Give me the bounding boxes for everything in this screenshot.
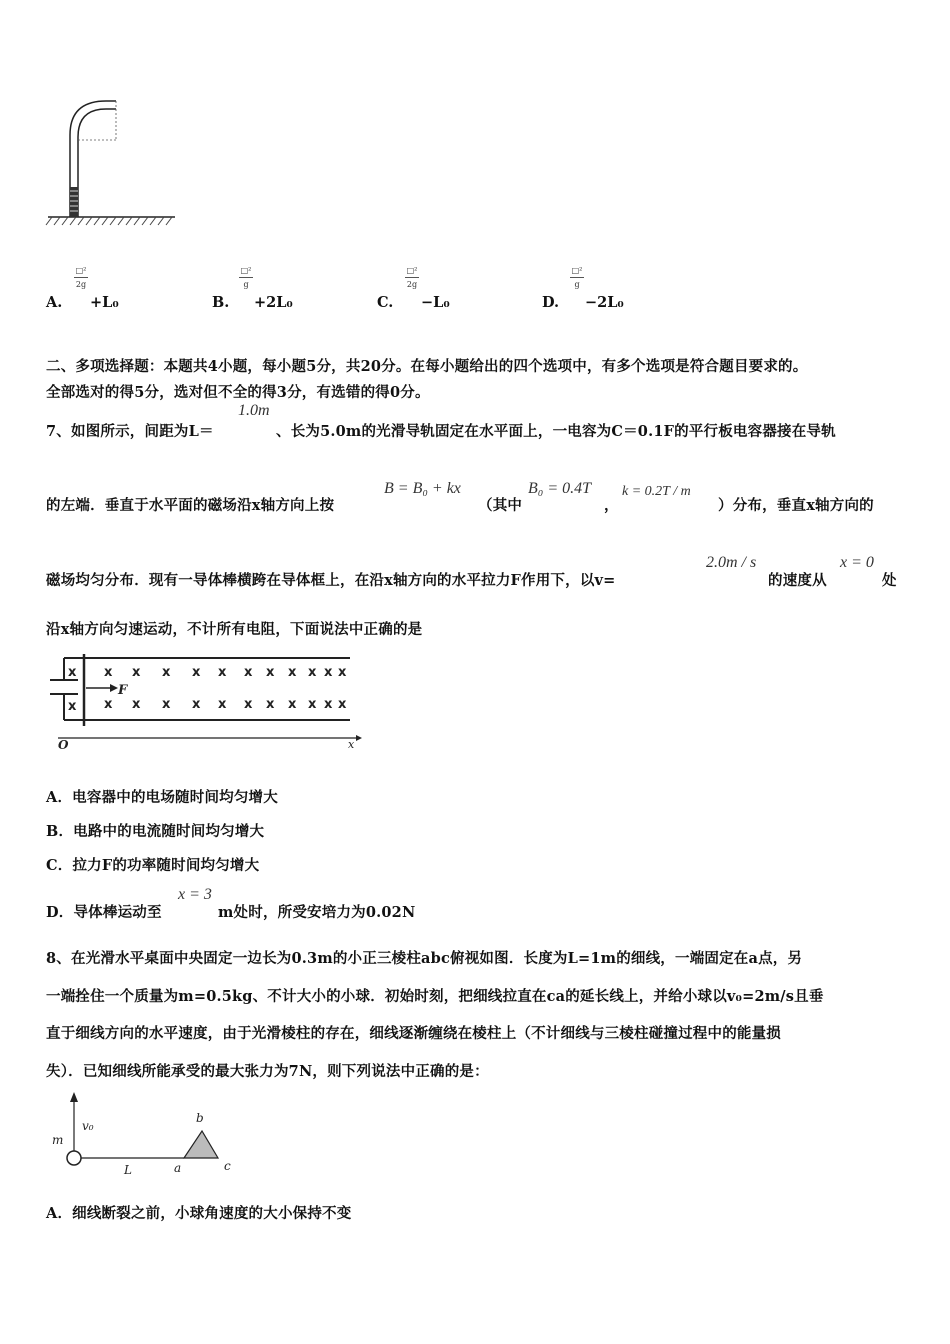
q6-option-letter: A. [46, 294, 63, 311]
force-label: F [118, 683, 128, 698]
q7-line2-a: 的左端．垂直于水平面的磁场沿x轴方向上按 [46, 497, 335, 514]
q6-frac-top: □² [75, 266, 87, 275]
q7-option-d-b: m处时，所受安培力为0.02N [218, 904, 416, 921]
svg-text:x: x [68, 665, 77, 680]
v0-label: v₀ [82, 1119, 94, 1133]
length-label: L [124, 1163, 132, 1177]
section2-line2: 全部选对的得5分，选对但不全的得3分，有选错的得0分。 [46, 384, 430, 401]
vertex-c-label: c [224, 1159, 231, 1173]
q7-line2-c: ， [604, 497, 619, 514]
q8-line1: 8、在光滑水平桌面中央固定一边长为0.3m的小正三棱柱abc俯视如图．长度为L=1m的细线，一端固定在a点，另 [46, 950, 803, 967]
q7-line3-a: 磁场均匀分布．现有一导体棒横跨在导体框上，在沿x轴方向的水平拉力F作用下，以v= [46, 572, 616, 589]
q6-option-letter: B. [212, 294, 230, 311]
svg-text:x: x [162, 665, 171, 680]
mass-label: m [52, 1133, 64, 1147]
q7-line2-d: ）分布，垂直x轴方向的 [718, 497, 874, 514]
section2-line1: 二、多项选择题：本题共4小题，每小题5分，共20分。在每小题给出的四个选项中，有多个选项是符合题目要求的。 [46, 358, 808, 375]
svg-text:x: x [104, 697, 113, 712]
svg-text:x: x [192, 665, 201, 680]
svg-text:x: x [132, 665, 141, 680]
q6-option-letter: C. [377, 294, 394, 311]
svg-text:x: x [218, 665, 227, 680]
svg-text:x: x [68, 699, 77, 714]
svg-text:x: x [132, 697, 141, 712]
svg-text:x: x [308, 697, 317, 712]
svg-text:x: x [338, 697, 347, 712]
q6-frac-top: □² [406, 266, 418, 275]
q6-option-tail: −L₀ [421, 294, 450, 311]
q6-frac-top: □² [571, 266, 583, 275]
q6-frac-bottom: 2g [406, 280, 418, 289]
svg-text:x: x [162, 697, 171, 712]
spring-tube-figure [40, 95, 190, 230]
svg-text:x: x [266, 665, 275, 680]
svg-text:x: x [308, 665, 317, 680]
q7-option-b[interactable]: B．电路中的电流随时间均匀增大 [46, 823, 265, 840]
q7-line1-a: 7、如图所示，间距为L＝ [46, 423, 214, 440]
q7-line2-b: （其中 [478, 497, 523, 514]
q7-line4: 沿x轴方向匀速运动，不计所有电阻，下面说法中正确的是 [46, 621, 423, 638]
q7-line3-b: 的速度从 [768, 572, 827, 589]
q6-option-b[interactable] [212, 262, 332, 312]
svg-text:x: x [288, 697, 297, 712]
q7-option-a[interactable]: A．电容器中的电场随时间均匀增大 [46, 789, 278, 806]
q8-line3: 直于细线方向的水平速度，由于光滑棱柱的存在，细线逐渐缠绕在棱柱上（不计细线与三棱柱碰撞过程中的能量损 [46, 1025, 781, 1042]
svg-text:x: x [266, 697, 275, 712]
q6-option-a[interactable] [46, 262, 166, 312]
q6-option-tail: −2L₀ [585, 294, 624, 311]
q7-rail-figure [44, 650, 364, 750]
q7-option-d-a: D．导体棒运动至 [46, 904, 162, 921]
svg-text:x: x [288, 665, 297, 680]
q6-option-letter: D. [542, 294, 560, 311]
q6-frac-top: □² [240, 266, 252, 275]
svg-text:x: x [324, 697, 333, 712]
q8-prism-figure [46, 1090, 246, 1180]
q7-math-x0: x = 0 [840, 554, 874, 571]
q6-option-c[interactable] [377, 262, 497, 312]
q8-line2: 一端拴住一个质量为m=0.5kg、不计大小的小球．初始时刻，把细线拉直在ca的延长线上，并给小球以v₀=2m/s且垂 [46, 988, 824, 1005]
svg-text:x: x [338, 665, 347, 680]
origin-label: O [58, 738, 69, 750]
svg-text:x: x [244, 665, 253, 680]
q7-line1 [46, 420, 214, 441]
q8-option-a[interactable]: A．细线断裂之前，小球角速度的大小保持不变 [46, 1205, 352, 1222]
q6-frac-bottom: g [574, 280, 580, 289]
magnetic-field-crosses [68, 665, 347, 714]
q7-math-field: B = B₀ + kx [384, 480, 461, 497]
q6-option-tail: +L₀ [90, 294, 119, 311]
vertex-a-label: a [174, 1161, 182, 1175]
q6-option-tail: +2L₀ [254, 294, 293, 311]
svg-text:x: x [218, 697, 227, 712]
q7-line3-c: 处 [882, 572, 897, 589]
q6-frac-bottom: 2g [75, 280, 87, 289]
q8-line4: 失）．已知细线所能承受的最大张力为7N，则下列说法中正确的是： [46, 1063, 489, 1080]
q7-option-d[interactable] [46, 901, 162, 922]
q7-math-x3: x = 3 [178, 886, 212, 903]
q7-option-c[interactable]: C．拉力F的功率随时间均匀增大 [46, 857, 260, 874]
vertex-b-label: b [196, 1111, 204, 1125]
q7-math-spacing: 1.0m [238, 402, 270, 419]
q6-frac-bottom: g [243, 280, 249, 289]
q7-math-k: k = 0.2T / m [622, 484, 691, 499]
q7-math-v: 2.0m / s [706, 554, 757, 571]
svg-text:x: x [104, 665, 113, 680]
svg-text:x: x [192, 697, 201, 712]
q7-line1-b: 、长为5.0m的光滑导轨固定在水平面上，一电容为C＝0.1F的平行板电容器接在导轨 [276, 423, 836, 440]
x-axis-label: x [348, 738, 355, 750]
q6-option-d[interactable] [542, 262, 662, 312]
q7-math-b0: B₀ = 0.4T [528, 480, 592, 497]
svg-text:x: x [244, 697, 253, 712]
svg-text:x: x [324, 665, 333, 680]
